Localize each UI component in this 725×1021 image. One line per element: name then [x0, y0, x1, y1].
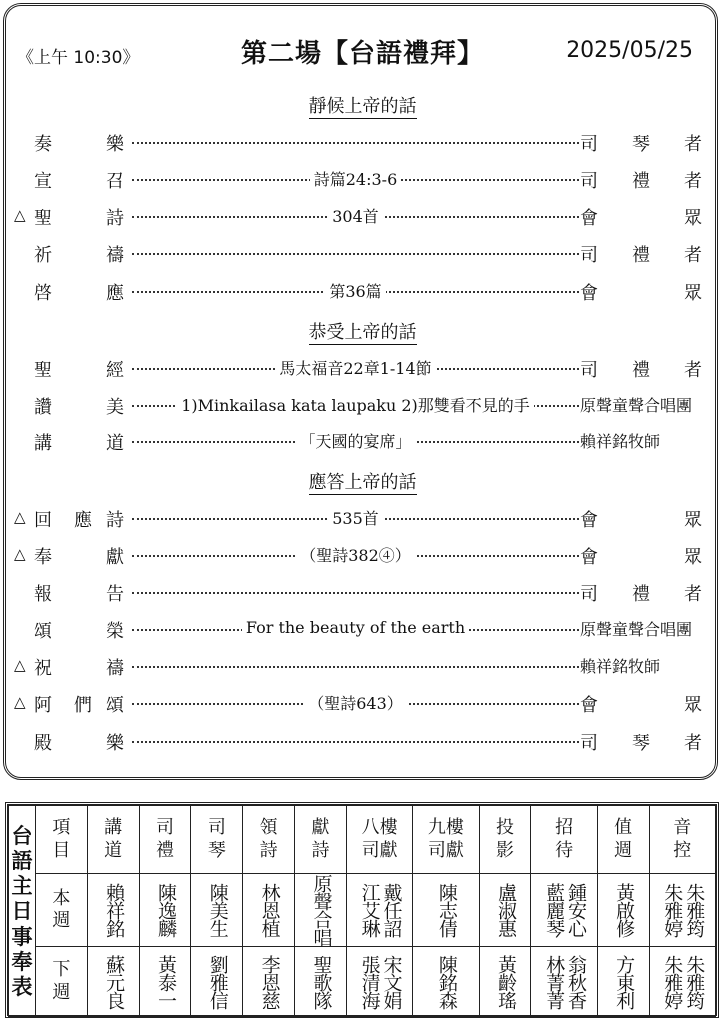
schedule-cell	[413, 874, 479, 947]
item-leader	[580, 167, 702, 193]
item-leader	[580, 506, 702, 532]
schedule-column-header-text	[650, 817, 715, 862]
item-leader	[580, 204, 702, 230]
schedule-column-header	[243, 806, 295, 874]
schedule-side-title-text	[9, 823, 35, 999]
item-name-char: 告	[106, 584, 124, 605]
schedule-column-header-text-line: 招	[555, 817, 574, 838]
item-name-char: 祈	[34, 245, 52, 266]
schedule-person: 陳美生	[206, 883, 229, 937]
item-name-char: 詩	[106, 208, 124, 229]
schedule-column-header-text	[140, 817, 191, 862]
schedule-week-label-text	[36, 959, 87, 1004]
schedule-column-header-text-line: 值	[614, 817, 633, 838]
item-leader-char: 眾	[684, 695, 702, 716]
schedule-cell	[649, 947, 715, 1017]
item-name-char: 講	[34, 433, 52, 454]
schedule-names	[88, 883, 139, 937]
schedule-names	[531, 883, 596, 937]
item-name-char: 應	[74, 510, 92, 531]
item-detail	[132, 279, 579, 302]
item-name-char: 頌	[106, 695, 124, 716]
schedule-week-label-text-line: 週	[52, 910, 71, 931]
schedule-person: 蘇元良	[103, 954, 126, 1009]
item-detail	[132, 393, 579, 416]
schedule-person: 陳志倩	[435, 883, 458, 937]
item-name-char: 啓	[34, 283, 52, 304]
item-leader-text: 原聲童聲合唱團	[580, 396, 693, 415]
schedule-names	[598, 883, 649, 937]
schedule-column-header-text-line: 待	[555, 839, 574, 861]
worship-item	[0, 580, 725, 608]
schedule-person: 朱雅筠	[683, 954, 706, 1009]
item-detail-text: For the beauty of the earth	[242, 618, 469, 637]
schedule-column-header-text-line: 週	[614, 839, 633, 861]
schedule-person: 林恩植	[258, 883, 281, 937]
schedule-cell	[479, 947, 531, 1017]
schedule-names	[347, 883, 412, 937]
item-leader-char: 禮	[632, 584, 650, 605]
item-leader-text: 賴祥銘牧師	[580, 657, 661, 676]
item-leader-char: 眾	[684, 510, 702, 531]
service-time: 《上午 10:30》	[17, 48, 140, 68]
item-name-char: 樂	[106, 733, 124, 754]
schedule-names	[650, 955, 715, 1009]
schedule-names	[140, 955, 191, 1009]
schedule-side-title-text-line: 日	[11, 898, 33, 924]
schedule-names	[295, 874, 346, 946]
item-leader	[580, 356, 702, 382]
item-detail	[132, 167, 579, 190]
schedule-cell	[243, 947, 295, 1017]
dotted-leader	[132, 741, 579, 743]
section-title-text: 應答上帝的話	[308, 472, 417, 493]
schedule-side-title-text-line: 台	[11, 822, 33, 848]
congregation-stand-mark: △	[14, 206, 26, 224]
item-leader-char: 琴	[632, 733, 650, 754]
worship-item	[0, 393, 725, 421]
dotted-leader	[132, 592, 579, 594]
item-leader	[580, 429, 702, 452]
schedule-column-header-text	[347, 817, 412, 862]
schedule-person: 陳銘森	[435, 954, 458, 1009]
schedule-cell	[87, 947, 139, 1017]
schedule-column-header-text-line: 詩	[259, 839, 278, 861]
item-name-char: 禱	[106, 245, 124, 266]
schedule-column-header-text	[480, 817, 531, 862]
schedule-week-label-text	[36, 888, 87, 933]
congregation-stand-mark: △	[14, 508, 26, 526]
schedule-cell	[191, 874, 243, 947]
section-title	[0, 92, 725, 118]
schedule-cell	[139, 947, 191, 1017]
schedule-person: 劉雅信	[206, 954, 229, 1009]
schedule-column-header-text-line: 九樓	[427, 817, 464, 838]
item-name-char: 召	[106, 171, 124, 192]
schedule-week-label	[35, 947, 87, 1017]
schedule-column-header-text-line: 講	[104, 817, 123, 838]
page-title: 第二場【台語禮拜】	[240, 39, 484, 69]
schedule-person: 方東利	[613, 954, 636, 1009]
item-detail	[132, 691, 579, 714]
schedule-names	[650, 883, 715, 937]
item-leader	[580, 279, 702, 305]
schedule-cell	[531, 947, 597, 1017]
item-name-char: 讚	[34, 397, 52, 418]
schedule-column-header-text-line: 琴	[207, 839, 226, 861]
schedule-person: 朱雅婷	[661, 883, 684, 937]
schedule-header-label	[35, 806, 87, 874]
schedule-side-title-text-line: 語	[11, 848, 33, 874]
schedule-column-header-text	[88, 817, 139, 862]
item-leader	[580, 691, 702, 717]
item-detail	[132, 543, 579, 566]
schedule-column-header-text	[295, 817, 346, 862]
schedule-person: 林菁菁	[543, 954, 566, 1009]
schedule-person: 原聲合唱	[310, 874, 333, 946]
schedule-column-header-text-line: 司	[156, 817, 174, 838]
item-leader-char: 者	[684, 360, 702, 381]
item-name-char: 應	[106, 283, 124, 304]
item-detail-text: 詩篇24:3-6	[310, 170, 402, 189]
schedule-person: 盧淑惠	[494, 883, 517, 937]
schedule-cell	[243, 874, 295, 947]
item-leader-char: 會	[580, 510, 598, 531]
section-title	[0, 468, 725, 494]
schedule-cell	[139, 874, 191, 947]
worship-item	[0, 356, 725, 384]
schedule-person: 江艾琳	[358, 883, 381, 937]
item-name-char: 道	[106, 433, 124, 454]
schedule-names	[480, 883, 531, 937]
item-leader-char: 會	[580, 695, 598, 716]
schedule-names	[191, 883, 242, 937]
schedule-side-title-text-line: 主	[11, 873, 33, 899]
item-detail-text: 535首	[328, 509, 383, 528]
worship-item	[0, 691, 725, 719]
item-leader	[580, 241, 702, 267]
item-detail	[132, 617, 579, 638]
schedule-header-label-text-line: 目	[52, 839, 71, 861]
item-leader-char: 司	[580, 245, 598, 266]
schedule-cell	[346, 874, 412, 947]
item-name-char: 聖	[34, 208, 52, 229]
item-name-char: 殿	[34, 733, 52, 754]
worship-item	[0, 167, 725, 195]
worship-item	[0, 729, 725, 757]
schedule-names	[243, 955, 294, 1009]
item-name-char: 經	[106, 360, 124, 381]
item-leader-char: 禮	[632, 360, 650, 381]
schedule-column-header	[413, 806, 479, 874]
schedule-column-header	[295, 806, 347, 874]
schedule-column-header-text-line: 禮	[156, 839, 174, 861]
item-leader-char: 司	[580, 134, 598, 155]
item-leader	[580, 654, 702, 677]
page-header	[0, 33, 725, 73]
item-detail-text: 馬太福音22章1-14節	[275, 359, 435, 378]
schedule-week-label	[35, 874, 87, 947]
item-detail-text: 1)Minkailasa kata laupaku 2)那雙看不見的手	[177, 396, 534, 415]
item-detail-text: （聖詩382④）	[296, 546, 415, 565]
item-leader-char: 禮	[632, 245, 650, 266]
schedule-names	[243, 883, 294, 937]
schedule-column-header-text	[598, 817, 649, 862]
dotted-leader	[132, 142, 579, 144]
item-name-char: 祝	[34, 658, 52, 679]
item-detail	[132, 204, 579, 227]
schedule-person: 黃泰一	[154, 954, 177, 1009]
item-leader-char: 司	[580, 584, 598, 605]
item-name-char: 獻	[106, 547, 124, 568]
schedule-header-label-text	[36, 817, 87, 862]
schedule-names	[88, 955, 139, 1009]
item-leader	[580, 130, 702, 156]
schedule-column-header-text-line: 投	[496, 817, 514, 838]
schedule-person: 戴任詔	[380, 883, 403, 937]
schedule-names	[347, 955, 412, 1009]
worship-item	[0, 204, 725, 232]
item-name-char: 聖	[34, 360, 52, 381]
schedule-column-header	[191, 806, 243, 874]
item-detail-text: 第36篇	[325, 282, 385, 301]
schedule-cell	[295, 874, 347, 947]
schedule-person: 黃齡瑤	[494, 954, 517, 1009]
schedule-side-title-text-line: 事	[11, 923, 33, 949]
item-leader-char: 者	[684, 245, 702, 266]
schedule-column-header	[139, 806, 191, 874]
congregation-stand-mark: △	[14, 656, 26, 674]
schedule-person: 藍麗琴	[543, 883, 566, 937]
congregation-stand-mark: △	[14, 693, 26, 711]
section-title	[0, 318, 725, 344]
schedule-person: 黃啟修	[613, 883, 636, 937]
schedule-column-header-text	[191, 817, 242, 862]
schedule-column-header-text-line: 音	[673, 817, 692, 838]
schedule-cell	[479, 874, 531, 947]
schedule-side-title-text-line: 奉	[11, 948, 33, 974]
item-name-char: 回	[34, 510, 52, 531]
dotted-leader	[132, 253, 579, 255]
schedule-column-header-text-line: 道	[104, 839, 123, 861]
item-leader-char: 者	[684, 584, 702, 605]
item-name-char: 宣	[34, 171, 52, 192]
schedule-column-header	[649, 806, 715, 874]
schedule-column-header-text-line: 司獻	[361, 839, 398, 861]
schedule-person: 陳逸麟	[154, 883, 177, 937]
item-leader-char: 琴	[632, 134, 650, 155]
item-name-char: 榮	[106, 621, 124, 642]
item-leader-char: 眾	[684, 283, 702, 304]
schedule-names	[191, 955, 242, 1009]
schedule-names	[295, 955, 346, 1009]
schedule-column-header-text-line: 控	[673, 839, 692, 861]
worship-item	[0, 429, 725, 457]
duty-schedule	[5, 802, 719, 1018]
section-title-text: 恭受上帝的話	[308, 322, 417, 343]
item-detail-text: 「天國的宴席」	[295, 432, 415, 451]
item-name-char: 詩	[106, 510, 124, 531]
item-leader-char: 眾	[684, 547, 702, 568]
item-name-char: 奉	[34, 547, 52, 568]
schedule-names	[413, 883, 478, 937]
schedule-column-header	[346, 806, 412, 874]
schedule-person: 鍾安心	[565, 883, 588, 937]
item-name-char: 報	[34, 584, 52, 605]
schedule-person: 朱雅婷	[661, 954, 684, 1009]
item-name-char: 阿	[34, 695, 52, 716]
item-leader-char: 眾	[684, 208, 702, 229]
item-leader-char: 司	[580, 360, 598, 381]
item-leader-char: 禮	[632, 171, 650, 192]
worship-item	[0, 130, 725, 158]
schedule-column-header-text-line: 影	[496, 839, 514, 861]
item-leader-char: 會	[580, 547, 598, 568]
item-name-char: 奏	[34, 134, 52, 155]
schedule-person: 張清海	[358, 954, 381, 1009]
item-leader-char: 司	[580, 733, 598, 754]
schedule-column-header	[479, 806, 531, 874]
service-date: 2025/05/25	[566, 38, 693, 63]
schedule-person: 宋文娟	[380, 954, 403, 1009]
schedule-column-header-text-line: 領	[259, 817, 278, 838]
schedule-person: 聖歌隊	[310, 954, 333, 1009]
worship-item	[0, 654, 725, 682]
item-name-char: 美	[106, 397, 124, 418]
schedule-person: 賴祥銘	[103, 883, 126, 937]
schedule-column-header-text	[531, 817, 596, 862]
item-detail-text: （聖詩643）	[304, 694, 407, 713]
schedule-names	[531, 955, 596, 1009]
item-leader	[580, 393, 702, 416]
schedule-person: 李恩慈	[258, 954, 281, 1009]
item-leader-text: 原聲童聲合唱團	[580, 620, 693, 639]
item-leader	[580, 543, 702, 569]
schedule-cell	[649, 874, 715, 947]
schedule-week-label-text-line: 下	[52, 959, 71, 980]
schedule-column-header-text	[243, 817, 294, 862]
worship-item	[0, 506, 725, 534]
schedule-column-header-text-line: 八樓	[361, 817, 398, 838]
item-name-char: 們	[74, 695, 92, 716]
schedule-cell	[597, 947, 649, 1017]
schedule-cell	[531, 874, 597, 947]
schedule-cell	[87, 874, 139, 947]
item-detail	[132, 506, 579, 529]
schedule-column-header-text-line: 詩	[311, 839, 330, 861]
schedule-names	[480, 955, 531, 1009]
schedule-names	[140, 883, 191, 937]
schedule-names	[413, 955, 478, 1009]
item-leader	[580, 580, 702, 606]
schedule-person: 朱雅筠	[683, 883, 706, 937]
congregation-stand-mark: △	[14, 545, 26, 563]
item-name-char: 禱	[106, 658, 124, 679]
schedule-week-label-text-line: 本	[52, 887, 71, 909]
schedule-names	[598, 955, 649, 1009]
schedule-column-header-text-line: 司獻	[427, 839, 464, 861]
schedule-cell	[295, 947, 347, 1017]
item-leader-char: 者	[684, 171, 702, 192]
item-leader-char: 會	[580, 283, 598, 304]
schedule-side-title-text-line: 表	[11, 973, 33, 999]
item-name-char: 頌	[34, 621, 52, 642]
item-leader	[580, 729, 702, 755]
item-name-char: 樂	[106, 134, 124, 155]
item-leader-char: 者	[684, 134, 702, 155]
item-leader-text: 賴祥銘牧師	[580, 432, 661, 451]
schedule-cell	[413, 947, 479, 1017]
schedule-header-label-text-line: 項	[52, 817, 71, 838]
worship-item	[0, 543, 725, 571]
schedule-cell	[191, 947, 243, 1017]
schedule-person: 翁秋香	[565, 954, 588, 1009]
worship-item	[0, 241, 725, 269]
section-title-text: 靜候上帝的話	[308, 96, 417, 117]
item-detail	[132, 429, 579, 452]
worship-item	[0, 617, 725, 645]
schedule-column-header-text-line: 司	[207, 817, 226, 838]
schedule-cell	[597, 874, 649, 947]
schedule-cell	[346, 947, 412, 1017]
item-detail-text: 304首	[328, 207, 383, 226]
duty-schedule-table	[8, 805, 716, 1017]
schedule-column-header	[597, 806, 649, 874]
item-leader-char: 會	[580, 208, 598, 229]
schedule-column-header	[531, 806, 597, 874]
schedule-column-header	[87, 806, 139, 874]
schedule-column-header-text	[413, 817, 478, 862]
dotted-leader	[132, 666, 579, 668]
item-leader	[580, 617, 702, 640]
schedule-side-title	[9, 806, 36, 1017]
worship-item	[0, 279, 725, 307]
item-leader-char: 司	[580, 171, 598, 192]
item-detail	[132, 356, 579, 379]
schedule-column-header-text-line: 獻	[311, 817, 330, 838]
schedule-week-label-text-line: 週	[52, 981, 71, 1003]
item-leader-char: 者	[684, 733, 702, 754]
